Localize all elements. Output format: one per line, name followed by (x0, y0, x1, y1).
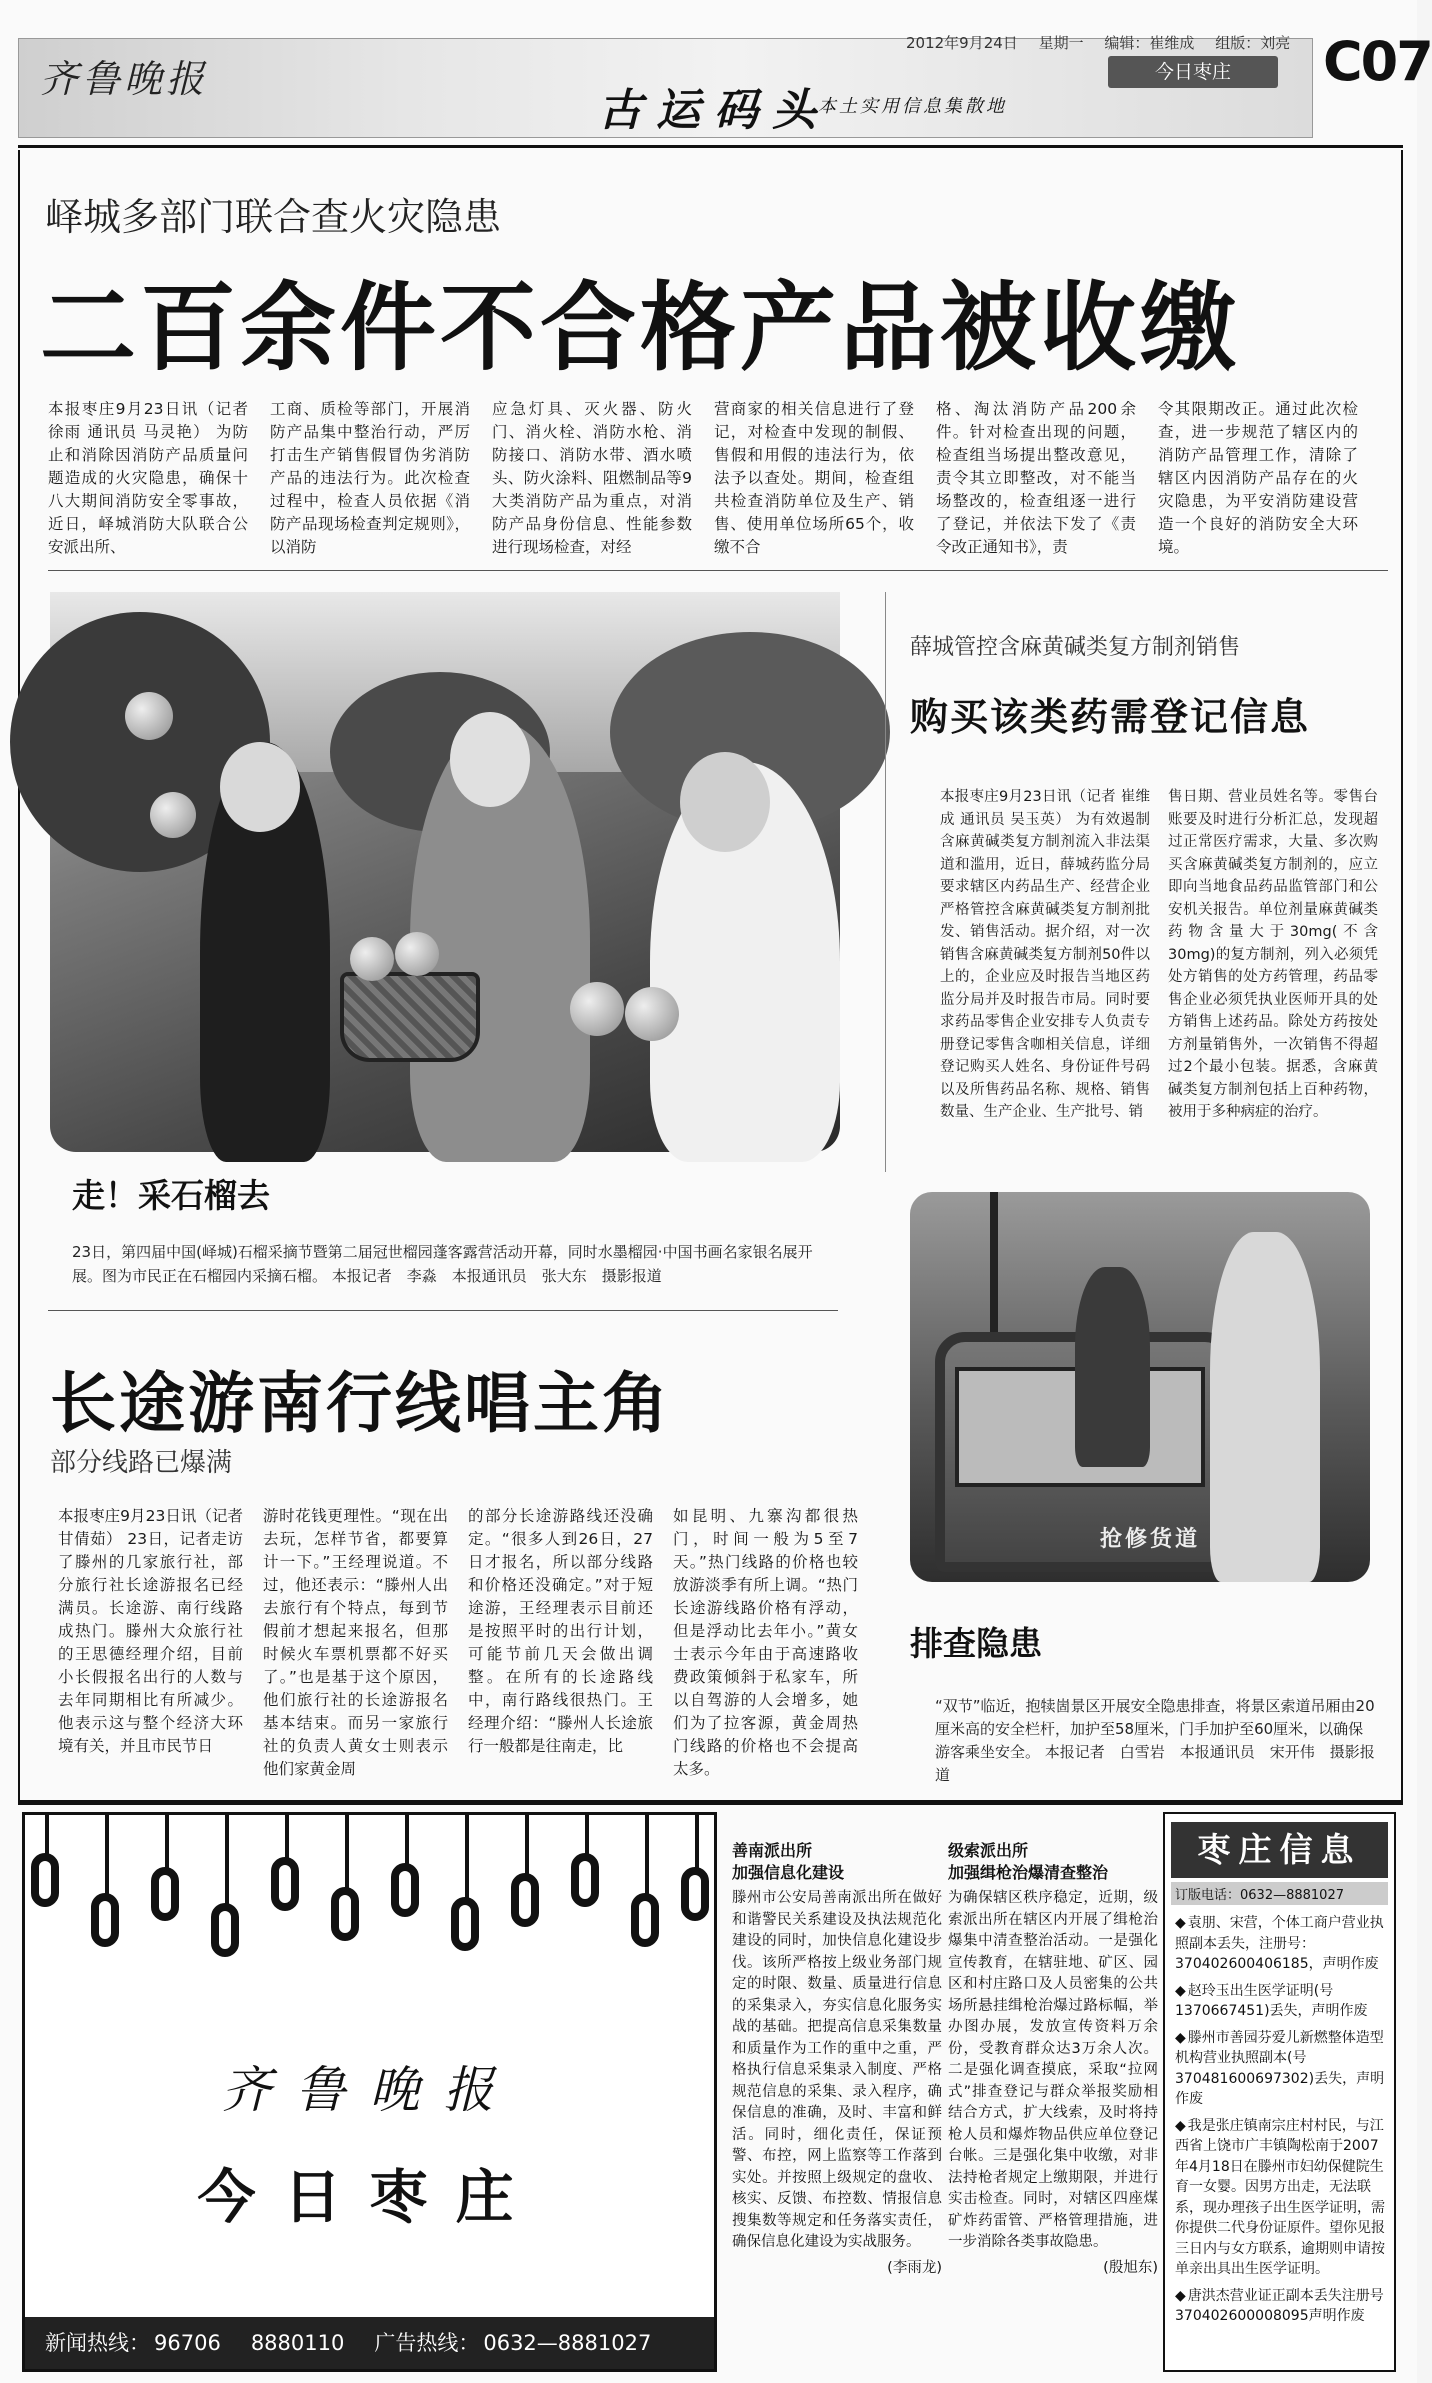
column-subtitle: 本土实用信息集散地 (818, 96, 1007, 117)
story1-column: 营商家的相关信息进行了登记，对检查中发现的制假、售假和用假的违法行为，依法予以查处。期间，检查组共检查消防单位及生产、销售、使用单位场所65个，收缴不合 (714, 400, 914, 556)
pomegranate (570, 982, 624, 1036)
story1-column: 应急灯具、灭火器、防火门、消火栓、消防水枪、消防接口、消防水带、酒水喷头、防火涂料、阻燃制品等9大类消防产品为重点，对消防产品身份信息、性能参数进行现场检查，对经 (492, 400, 692, 556)
brief-dept: 善南派出所 (732, 1841, 813, 1860)
news-hotline-1: 96706 (154, 2331, 221, 2355)
classified-item: ◆ 唐洪杰营业证正副本丢失注册号370402600008095声明作废 (1175, 2286, 1386, 2327)
phone-icon (271, 1857, 299, 1911)
classified-item: ◆ 我是张庄镇南宗庄村村民，与江西省上饶市广丰镇陶松南于2007年4月18日在滕州市妇幼保健院生育一女婴。因男方出走，无法联系，现办理孩子出生医学证明，需你提供二代身份证原件。望你见报三日内与女方联系，逾期则申请按单亲出具出生医学证明。 (1175, 2116, 1386, 2280)
phone-cord (45, 1815, 49, 1855)
phone-cord (165, 1815, 169, 1870)
classified-item: ◆ 滕州市善园芬爱儿新燃整体造型机构营业执照副本(号370481600697302)丢失，声明作废 (1175, 2028, 1386, 2110)
photo1-caption-title: 走！采石榴去 (72, 1176, 270, 1215)
person-left-face (220, 742, 300, 832)
worker-left (1075, 1267, 1150, 1467)
pomegranate (125, 692, 173, 740)
news-hotline-label: 新闻热线： (45, 2331, 150, 2355)
ad-hotline: 0632—8881027 (483, 2331, 652, 2355)
person-right-face (680, 752, 770, 852)
phone-cord (285, 1815, 289, 1860)
story1-column: 令其限期改正。通过此次检查，进一步规范了辖区内的消防产品管理工作，清除了辖区内因消防产品存在的火灾隐患，为平安消防建设营造一个良好的消防安全大环境。 (1158, 400, 1358, 556)
phone-icon (391, 1863, 419, 1917)
story3-column: 的部分长途游路线还没确定。“很多人到26日，27日才报名，所以部分线路和价格还没确定。”对于短途游，王经理表示目前还是按照平时的出行计划，可能节前几天会做出调整。在所有的长途路线中，南行路线很热门。王经理介绍：“滕州人长途旅行一般都是往南走，比 (468, 1507, 653, 1755)
phone-cord (695, 1815, 699, 1870)
phone-cord (225, 1815, 229, 1905)
divider (48, 1310, 838, 1311)
brief-body: 滕州市公安局善南派出所在做好和谐警民关系建设及执法规范化建设的同时，加快信息化建设步伐。该所严格按上级业务部门规定的时限、数量、质量进行信息的采集录入，夯实信息化服务实战的基础。把提高信息采集数量和质量作为工作的重中之重，严格执行信息采集录入制度、严格规范信息的采集、录入程序，确保信息的准确，及时、丰富和鲜活。同时，细化责任，保证预警、布控，网上监察等工作落到实处。并按照上级规定的盘收、核实、反馈、布控数、情报信息搜集数等规定和任务落实责任，确保信息化建设为实战服务。 (732, 1890, 942, 2250)
classifieds-title: 枣庄信息 (1171, 1822, 1388, 1878)
story2-kicker: 薛城管控含麻黄碱类复方制剂销售 (910, 635, 1241, 660)
newspaper-ad (22, 1812, 717, 2372)
brief-title: 加强缉枪治爆清查整治 (948, 1863, 1109, 1882)
phone-cord (645, 1815, 649, 1895)
phone-icon (681, 1867, 709, 1921)
photo2-caption (935, 1695, 1375, 1787)
story2-column: 本报枣庄9月23日讯（记者 崔维成 通讯员 吴玉英） 为有效遏制含麻黄碱类复方制剂流入非法渠道和滥用，近日，薛城药监分局要求辖区内药品生产、经营企业严格管控含麻黄碱类复方制剂批发、销售活动。据介绍，对一次销售含麻黄碱类复方制剂50件以上的，企业应及时报告当地区药监分局并及时报告市局。同时要求药品零售企业安排专人负责专册登记零售含咖相关信息，详细登记购买人姓名、身份证件号码以及所售药品名称、规格、销售数量、生产企业、生产批号、销 (940, 789, 1150, 1120)
phone-icon (151, 1867, 179, 1921)
photo1-caption-text: 23日，第四届中国(峄城)石榴采摘节暨第二届冠世榴园蓬客露营活动开幕，同时水墨榴园·中国书画名家银名展开展。图为市民正在石榴园内采摘石榴。 (72, 1243, 813, 1285)
column-title: 古运码头 (598, 85, 830, 136)
worker-right (1210, 1232, 1320, 1582)
phone-cord (105, 1815, 109, 1895)
masthead (18, 30, 1432, 148)
ad-hotline-label: 广告热线： (374, 2331, 480, 2355)
brief-shannan (732, 1840, 942, 2277)
divider (48, 570, 1388, 571)
photo2-caption-title: 排查隐患 (910, 1624, 1042, 1663)
issue-date: 2012年9月24日 (906, 34, 1018, 52)
phone-cord (525, 1815, 529, 1875)
phone-cord (585, 1815, 589, 1855)
story1-headline: 二百余件不合格产品被收缴 (40, 272, 1240, 384)
brief-jisuo (948, 1840, 1158, 2277)
story3-column: 如昆明、九寨沟都很热门，时间一般为5至7天。”热门线路的价格也较放游淡季有所上调。“热门长途游线路价格有浮动，但是浮动比去年小。”黄女士表示今年由于高速路收费政策倾斜于私家车，所以自驾游的人会增多，她们为了拉客源，黄金周热门线路的价格也不会提高太多。 (673, 1507, 858, 1778)
classifieds-box (1163, 1812, 1396, 2372)
classifieds-phone: 订版电话：0632—8881027 (1171, 1882, 1388, 1905)
telephone-graphic (25, 1815, 714, 1965)
issue-editor: 编辑：崔维成 (1104, 34, 1195, 52)
phone-cord (405, 1815, 409, 1865)
pomegranate (150, 792, 196, 838)
phone-icon (451, 1897, 479, 1951)
news-hotline-2: 8880110 (250, 2331, 345, 2355)
phone-icon (331, 1887, 359, 1941)
story3-column: 游时花钱更理性。“现在出去玩，怎样节省，都要算计一下。”王经理说道。不过，他还表示：“滕州人出去旅行有个特点，每到节假前才想起来报名，但那时候火车票机票都不好买了。”也是基于这个原因，他们旅行社的长途游报名基本结束。而另一家旅行社的负责人黄女士则表示他们家黄金周 (263, 1507, 448, 1778)
photo1-caption (72, 1240, 842, 1288)
page-number: C07 (1323, 30, 1432, 93)
story2-column: 售日期、营业员姓名等。零售台账要及时进行分析汇总，发现超过正常医疗需求，大量、多次购买含麻黄碱类复方制剂的，应立即向当地食品药品监管部门和公安机关报告。单位剂量麻黄碱类药物含量大于30mg(不含30mg)的复方制剂，列入必须凭处方销售的处方药管理，药品零售企业必须凭执业医师开具的处方销售上述药品。除处方药按处方剂量销售外，一次销售不得超过2个最小包装。据悉，含麻黄碱类复方制剂包括上百种药物，被用于多种病症的治疗。 (1168, 789, 1378, 1120)
newspaper-logo: 齐鲁晚报 (40, 57, 209, 101)
ad-hotline-bar (25, 2317, 714, 2369)
story1-kicker: 峄城多部门联合查火灾隐患 (45, 195, 502, 239)
fruit-basket (340, 972, 480, 1062)
story2-body (940, 786, 1380, 1124)
cable-car-cable (990, 1192, 998, 1342)
pomegranate (350, 937, 394, 981)
classified-item: ◆ 赵玲玉出生医学证明(号1370667451)丢失，声明作废 (1175, 1981, 1386, 2022)
phone-icon (31, 1853, 59, 1907)
pomegranate (625, 987, 679, 1041)
cable-car-sign: 抢修货道 (1100, 1527, 1201, 1552)
person-center-face (450, 712, 530, 807)
story3-column: 本报枣庄9月23日讯（记者 甘倩茹） 23日，记者走访了滕州的几家旅行社，部分旅行社长途游报名已经满员。长途游、南行线路成热门。滕州大众旅行社的王思德经理介绍，目前小长假报名出行的人数与去年同期相比有所减少。他表示这与整个经济大环境有关，并且市民节日 (58, 1507, 243, 1755)
phone-cord (345, 1815, 349, 1890)
pomegranate (395, 932, 439, 976)
story3-body (58, 1505, 858, 1781)
story2-headline: 购买该类药需登记信息 (910, 695, 1311, 739)
photo1-credit: 本报记者 李淼 本报通讯员 张大东 摄影报道 (331, 1267, 662, 1285)
pomegranate-photo (50, 592, 840, 1152)
cable-car-photo (910, 1192, 1370, 1582)
issue-meta (906, 32, 1306, 53)
phone-icon (211, 1903, 239, 1957)
ad-edition-name: 今日枣庄 (197, 2163, 542, 2231)
section-badge: 今日枣庄 (1108, 56, 1278, 88)
phone-cord (465, 1815, 469, 1900)
photo2-caption-text: “双节”临近，抱犊崮景区开展安全隐患排查，将景区索道吊厢由20厘米高的安全栏杆，加护至58厘米，门手加护至60厘米，以确保游客乘坐安全。 (935, 1697, 1375, 1761)
section-divider (18, 1800, 1403, 1805)
brief-body: 为确保辖区秩序稳定，近期，级索派出所在辖区内开展了缉枪治爆集中清查整治活动。一是强化宣传教育，在辖驻地、矿区、园区和村庄路口及人员密集的公共场所悬挂缉枪治爆过路标幅，举办图办展，发放宣传资料万余份，受教育群众达3万余人次。二是强化调查摸底，采取“拉网式”排查登记与群众举报奖励相结合方式，扩大线索，及时将持枪人员和爆炸物品供应单位登记台帐。三是强化集中收缴，对非法持枪者规定上缴期限，并进行实击检查。同时，对辖区四座煤矿炸药雷管、严格管理措施，进一步消除各类事故隐患。 (948, 1890, 1158, 2250)
ad-newspaper-logo: 齐鲁晚报 (221, 2061, 518, 2119)
classifieds-list (1175, 1913, 1386, 2327)
story3-headline: 长途游南行线唱主角 (50, 1365, 671, 1442)
story3-kicker: 部分线路已爆满 (50, 1448, 233, 1478)
phone-icon (91, 1893, 119, 1947)
classified-item: ◆ 袁朋、宋营，个体工商户营业执照副本丢失，注册号：370402600406185，声明作废 (1175, 1913, 1386, 1975)
photo2-credit: 本报记者 白雪岩 本报通讯员 宋开伟 摄影报道 (935, 1743, 1375, 1784)
brief-title: 加强信息化建设 (732, 1863, 845, 1882)
issue-layout: 组版：刘亮 (1215, 34, 1291, 52)
story1-column: 格、淘汰消防产品200余件。针对检查出现的问题，检查组当场提出整改意见，责令其立即整改，对不能当场整改的，检查组逐一进行了登记，并依法下发了《责令改正通知书》，责 (936, 400, 1136, 556)
brief-author: (李雨龙) (887, 2259, 942, 2276)
issue-weekday: 星期一 (1038, 34, 1084, 52)
phone-icon (631, 1893, 659, 1947)
phone-icon (571, 1853, 599, 1907)
column-divider (885, 592, 886, 1172)
brief-dept: 级索派出所 (948, 1841, 1029, 1860)
phone-icon (511, 1873, 539, 1927)
story1-column: 本报枣庄9月23日讯（记者 徐雨 通讯员 马灵艳） 为防止和消除因消防产品质量问题造成的火灾隐患，确保十八大期间消防安全零事故，近日，峄城消防大队联合公安派出所、 (48, 400, 248, 556)
story1-body (48, 398, 1388, 559)
brief-author: (殷旭东) (1103, 2259, 1158, 2276)
story1-column: 工商、质检等部门，开展消防产品集中整治行动，严厉打击生产销售假冒伪劣消防产品的违法行为。此次检查过程中，检查人员依据《消防产品现场检查判定规则》，以消防 (270, 400, 470, 556)
